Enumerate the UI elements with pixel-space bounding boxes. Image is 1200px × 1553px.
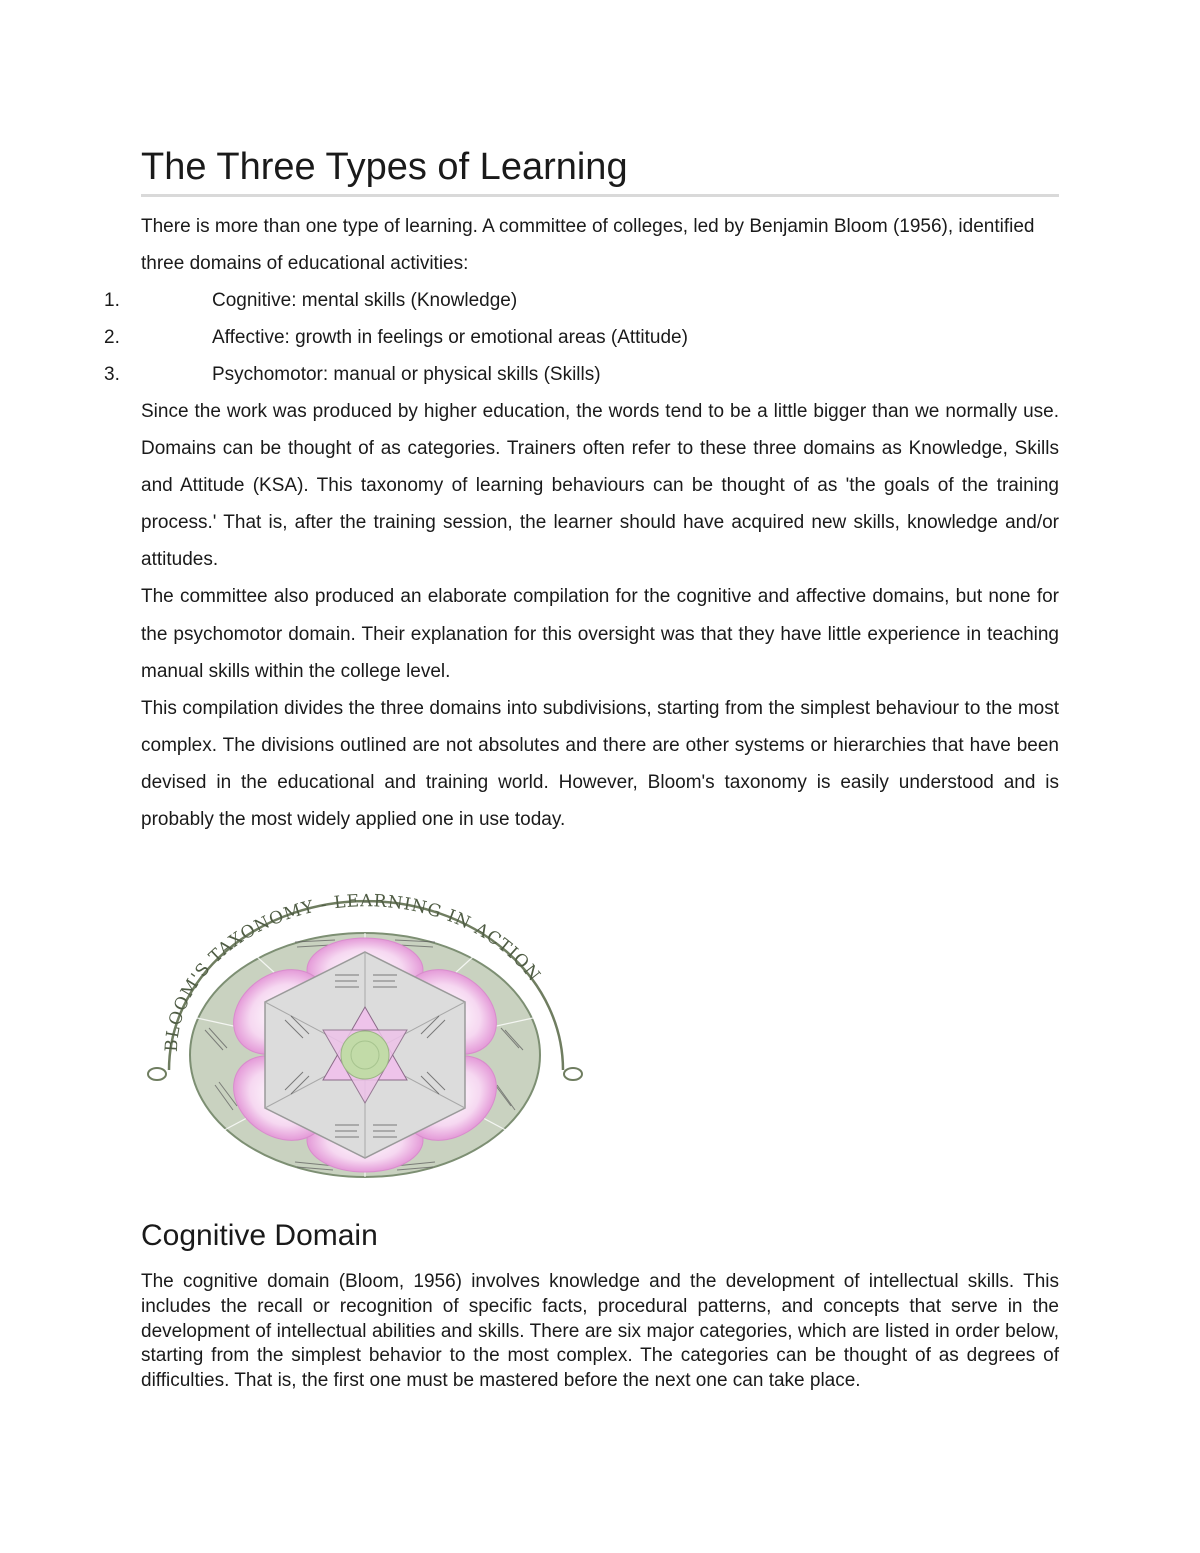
center-circle: [341, 1031, 389, 1079]
list-item: [104, 282, 1059, 319]
left-scroll-curl: [148, 1068, 166, 1080]
list-text: Psychomotor: manual or physical skills (Skills): [212, 364, 601, 385]
section-heading-cognitive: Cognitive Domain: [141, 1219, 378, 1252]
list-item: [104, 356, 1059, 393]
page-title: The Three Types of Learning: [141, 142, 1059, 197]
list-item: [104, 319, 1059, 356]
arc-title-path: BLOOM'S TAXONOMY - LEARNING IN ACTION: [161, 891, 545, 1053]
paragraph-committee: The committee also produced an elaborate compilation for the cognitive and affective domains, but none for the psychomotor domain. Their explanation for this oversight was that they have little experience in teaching manual skills within the college level.: [141, 586, 1059, 682]
list-text: Cognitive: mental skills (Knowledge): [212, 290, 518, 311]
blooms-taxonomy-figure: [145, 880, 585, 1180]
list-number: 1.: [104, 290, 120, 311]
list-text: Affective: growth in feelings or emotional areas (Attitude): [212, 327, 688, 348]
cognitive-paragraph: The cognitive domain (Bloom, 1956) involves knowledge and the development of intellectual skills. This includes the recall or recognition of specific facts, procedural patterns, and concepts that serve in the development of intellectual abilities and skills. There are six major categories, which are listed in order below, starting from the simplest behavior to the most complex. The categories can be thought of as degrees of difficulties. That is, the first one must be mastered before the next one can take place.: [141, 1271, 1059, 1392]
paragraph-ksa: Since the work was produced by higher education, the words tend to be a little bigger than we normally use. Domains can be thought of as categories. Trainers often refer to these three domains as Knowledge, Skills and Attitude (KSA). This taxonomy of learning behaviours can be thought of as 'the goals of the training process.' That is, after the training session, the learner should have acquired new skills, knowledge and/or attitudes.: [141, 401, 1059, 571]
list-number: 2.: [104, 327, 120, 348]
domains-list: [104, 282, 1059, 393]
right-scroll-curl: [564, 1068, 582, 1080]
paragraph-compilation: This compilation divides the three domains into subdivisions, starting from the simplest behaviour to the most complex. The divisions outlined are not absolutes and there are other systems or hierarchies that have been devised in the educational and training world. However, Bloom's taxonomy is easily understood and is probably the most widely applied one in use today.: [141, 697, 1059, 831]
body-text: [141, 393, 1059, 838]
intro-paragraph: There is more than one type of learning. A committee of colleges, led by Benjamin Bloom (1956), identified three domains of educational activities:: [141, 216, 1035, 274]
list-number: 3.: [104, 364, 120, 385]
